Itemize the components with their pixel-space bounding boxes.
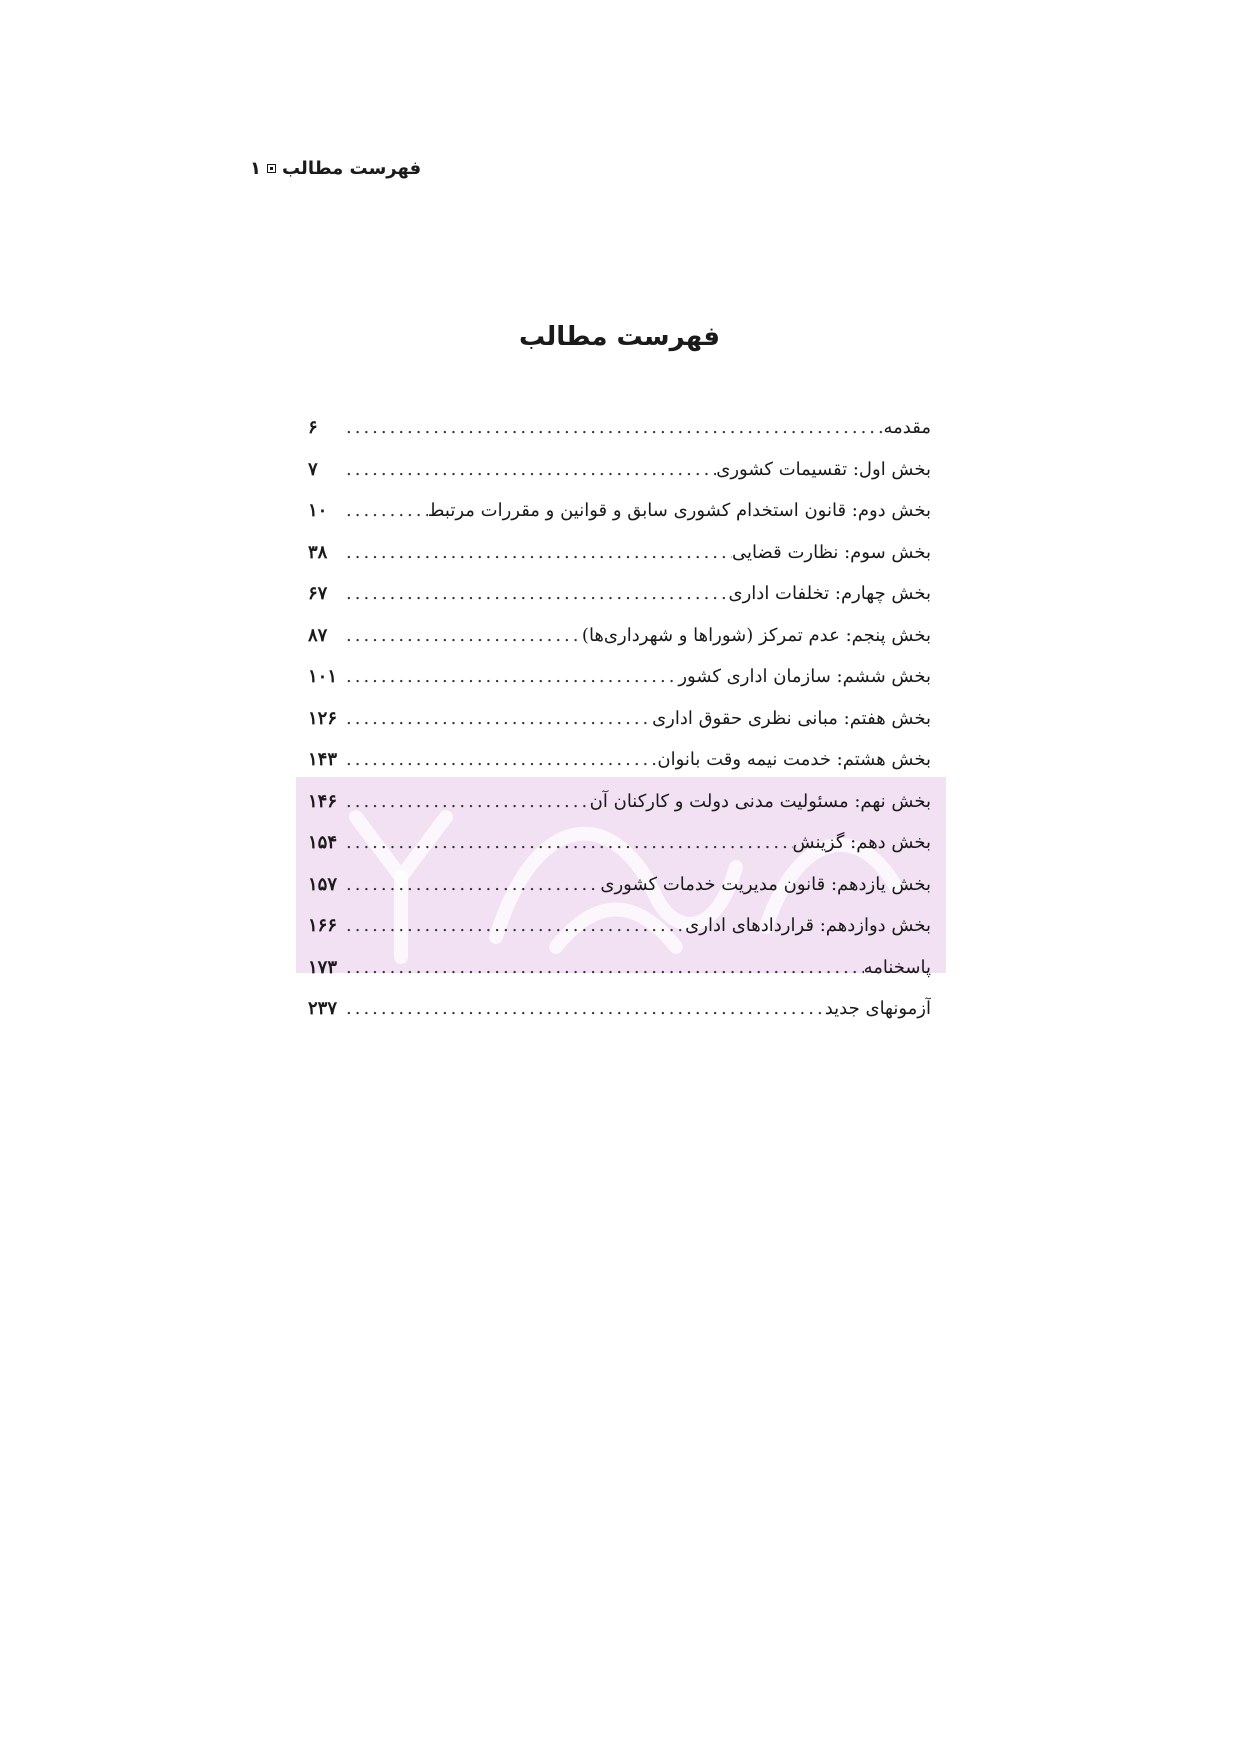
toc-entry-title: بخش سوم: نظارت قضایی (732, 541, 931, 563)
toc-entry (308, 947, 931, 989)
dot-leader (342, 988, 825, 1030)
toc-entry (308, 573, 931, 615)
running-header-page-number: ۱ (250, 158, 261, 179)
toc-entry (308, 532, 931, 574)
toc-entry-title: آزمونهای جدید (824, 998, 931, 1019)
dot-leader (342, 905, 685, 947)
toc-entry-title: بخش نهم: مسئولیت مدنی دولت و کارکنان آن (589, 790, 931, 812)
toc-entry-page-number: ۷ (308, 458, 318, 480)
dot-leader (342, 573, 729, 615)
dot-leader (342, 532, 732, 574)
toc-entry-title: بخش هشتم: خدمت نیمه وقت بانوان (657, 749, 931, 770)
toc-entry-page-number: ۱۷۳ (308, 956, 338, 978)
toc-entry-title: بخش دوم: قانون استخدام کشوری سابق و قوانین و مقررات مرتبط (427, 500, 931, 521)
toc-entry-title: بخش دوازدهم: قراردادهای اداری (685, 915, 931, 936)
toc-entry-title: بخش اول: تقسیمات کشوری (716, 458, 931, 480)
toc-entry-title: بخش ششم: سازمان اداری کشور (678, 666, 931, 687)
dot-leader (342, 947, 864, 989)
toc-entry (308, 656, 931, 698)
toc-entry-page-number: ۱۵۷ (308, 873, 338, 895)
toc-entry-title: پاسخنامه (863, 956, 931, 978)
dot-leader (342, 781, 590, 823)
toc-entry (308, 615, 931, 657)
toc-entry-page-number: ۱۰ (308, 500, 328, 521)
toc-entry-page-number: ۱۶۶ (308, 915, 338, 936)
toc-entry (308, 739, 931, 781)
toc-entry-page-number: ۳۸ (308, 541, 328, 563)
dot-leader (342, 864, 600, 906)
dot-leader (342, 407, 884, 449)
toc-entry-page-number: ۱۴۶ (308, 790, 338, 812)
dot-leader (342, 822, 793, 864)
toc-entry (308, 490, 931, 532)
running-header-title: فهرست مطالب (282, 158, 422, 179)
toc-entry-page-number: ۱۴۳ (308, 749, 338, 770)
toc-entry (308, 864, 931, 906)
toc-entry (308, 822, 931, 864)
toc-entry (308, 988, 931, 1030)
toc-entry-title: بخش دهم: گزینش (792, 832, 931, 853)
dot-leader (342, 656, 678, 698)
toc-entry-page-number: ۱۲۶ (308, 707, 338, 729)
toc-entry (308, 698, 931, 740)
toc-entry-page-number: ۱۰۱ (308, 666, 338, 687)
table-of-contents (308, 407, 931, 1030)
square-bullet-icon (267, 164, 276, 173)
toc-entry-page-number: ۱۵۴ (308, 832, 338, 853)
toc-entry-title: بخش هفتم: مبانی نظری حقوق اداری (652, 707, 931, 729)
page-title: فهرست مطالب (519, 322, 720, 352)
toc-entry-page-number: ۸۷ (308, 624, 328, 646)
dot-leader (342, 490, 428, 532)
toc-entry-title: مقدمه (883, 417, 931, 438)
toc-entry-title: بخش یازدهم: قانون مدیریت خدمات کشوری (600, 873, 931, 895)
running-header (250, 158, 421, 179)
toc-entry (308, 449, 931, 491)
toc-entry (308, 781, 931, 823)
toc-entry-page-number: ۲۳۷ (308, 998, 338, 1019)
toc-entry (308, 905, 931, 947)
dot-leader (342, 739, 657, 781)
toc-entry-title: بخش پنجم: عدم تمرکز (شوراها و شهرداری‌ها) (581, 624, 931, 646)
toc-entry-page-number: ۶ (308, 417, 318, 438)
toc-entry (308, 407, 931, 449)
toc-entry-title: بخش چهارم: تخلفات اداری (728, 583, 931, 604)
dot-leader (342, 615, 582, 657)
toc-entry-page-number: ۶۷ (308, 583, 328, 604)
dot-leader (342, 698, 652, 740)
dot-leader (342, 449, 716, 491)
